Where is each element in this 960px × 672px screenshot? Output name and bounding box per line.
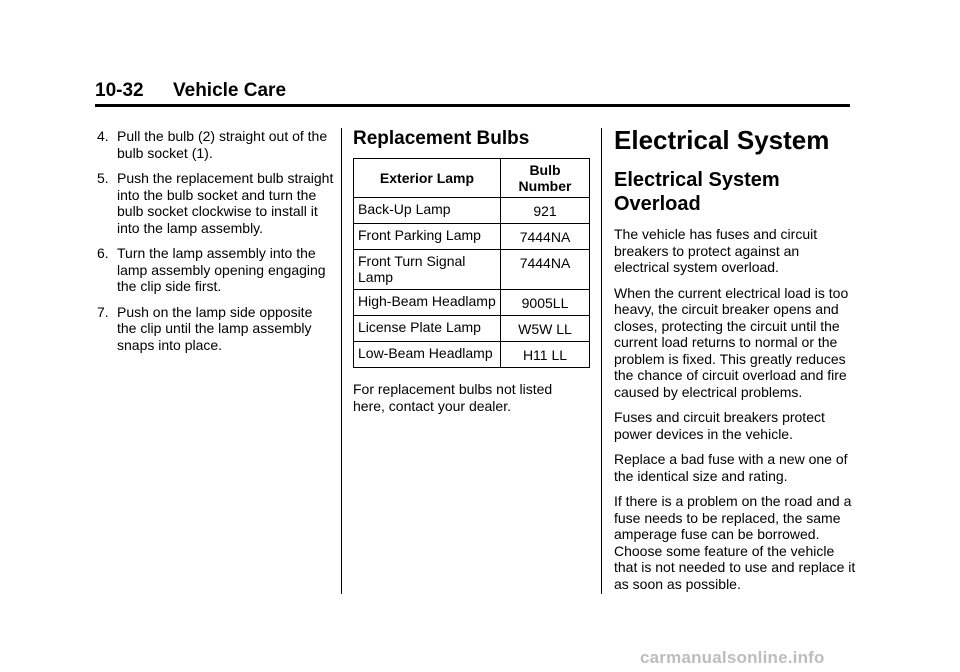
column-1 [95, 128, 335, 362]
table-header-row [354, 159, 590, 198]
replacement-bulbs-heading: Replacement Bulbs [353, 128, 530, 149]
overload-subheading: Electrical System Overload [614, 169, 780, 215]
bulb-number-cell: 7444NA [501, 224, 590, 250]
paragraph: If there is a problem on the road and a fuse needs to be replaced, the same amperage fuse can be borrowed. Choose some feature of the vehicle that is not needed to use and replace it as soon as possible. [614, 493, 856, 592]
column-2 [353, 128, 593, 414]
header-rule [95, 104, 850, 107]
bulb-number-cell: H11 LL [501, 342, 590, 368]
column-header-bulb: Bulb Number [501, 159, 590, 198]
lamp-cell: Low-Beam Headlamp [354, 342, 501, 368]
step-item [95, 128, 335, 161]
table-row [354, 342, 590, 368]
table-row [354, 198, 590, 224]
table-row [354, 316, 590, 342]
step-text: Pull the bulb (2) straight out of the bulb socket (1). [117, 128, 328, 161]
lamp-cell: Front Turn Signal Lamp [354, 250, 501, 290]
column-header-lamp: Exterior Lamp [354, 159, 501, 198]
lamp-cell: High-Beam Headlamp [354, 290, 501, 316]
step-item [95, 304, 335, 354]
dealer-note: For replacement bulbs not listed here, contact your dealer. [353, 381, 553, 414]
paragraph: The vehicle has fuses and circuit breakers to protect against an electrical system overload. [614, 226, 818, 275]
step-number: 5. [97, 170, 109, 186]
lamp-cell: Back-Up Lamp [354, 198, 501, 224]
step-item [95, 170, 335, 236]
paragraph: Replace a bad fuse with a new one of the identical size and rating. [614, 451, 848, 484]
table-row [354, 250, 590, 290]
watermark: carmanualsonline.info [640, 648, 825, 667]
electrical-system-heading: Electrical System [614, 125, 830, 155]
step-text: Turn the lamp assembly into the lamp assembly opening engaging the clip side first. [117, 245, 326, 294]
bulb-number-cell: W5W LL [501, 316, 590, 342]
section-title: Vehicle Care [173, 80, 287, 101]
column-divider-2 [601, 128, 602, 594]
step-text: Push on the lamp side opposite the clip until the lamp assembly snaps into place. [117, 303, 313, 353]
table-row [354, 290, 590, 316]
column-divider-1 [341, 128, 342, 594]
paragraph: When the current electrical load is too heavy, the circuit breaker opens and closes, protecting the circuit until the current load returns to normal or the problem is fixed. This greatly reduces the chance of circuit overload and fire caused by electrical problems. [614, 284, 849, 400]
page-number: 10-32 [95, 80, 144, 101]
lamp-cell: License Plate Lamp [354, 316, 501, 342]
step-text: Push the replacement bulb straight into the bulb socket and turn the bulb socket clockwise to install it into the lamp assembly. [117, 170, 334, 236]
bulb-number-cell: 9005LL [501, 290, 590, 316]
table-row [354, 224, 590, 250]
step-number: 7. [97, 303, 109, 320]
bulb-number-cell: 7444NA [501, 250, 590, 290]
step-number: 6. [97, 245, 109, 261]
column-3 [614, 124, 856, 601]
bulb-number-cell: 921 [501, 198, 590, 224]
bulb-table [353, 158, 590, 368]
step-number: 4. [97, 128, 109, 144]
step-item [95, 245, 335, 295]
lamp-cell: Front Parking Lamp [354, 224, 501, 250]
paragraph: Fuses and circuit breakers protect power devices in the vehicle. [614, 409, 825, 442]
